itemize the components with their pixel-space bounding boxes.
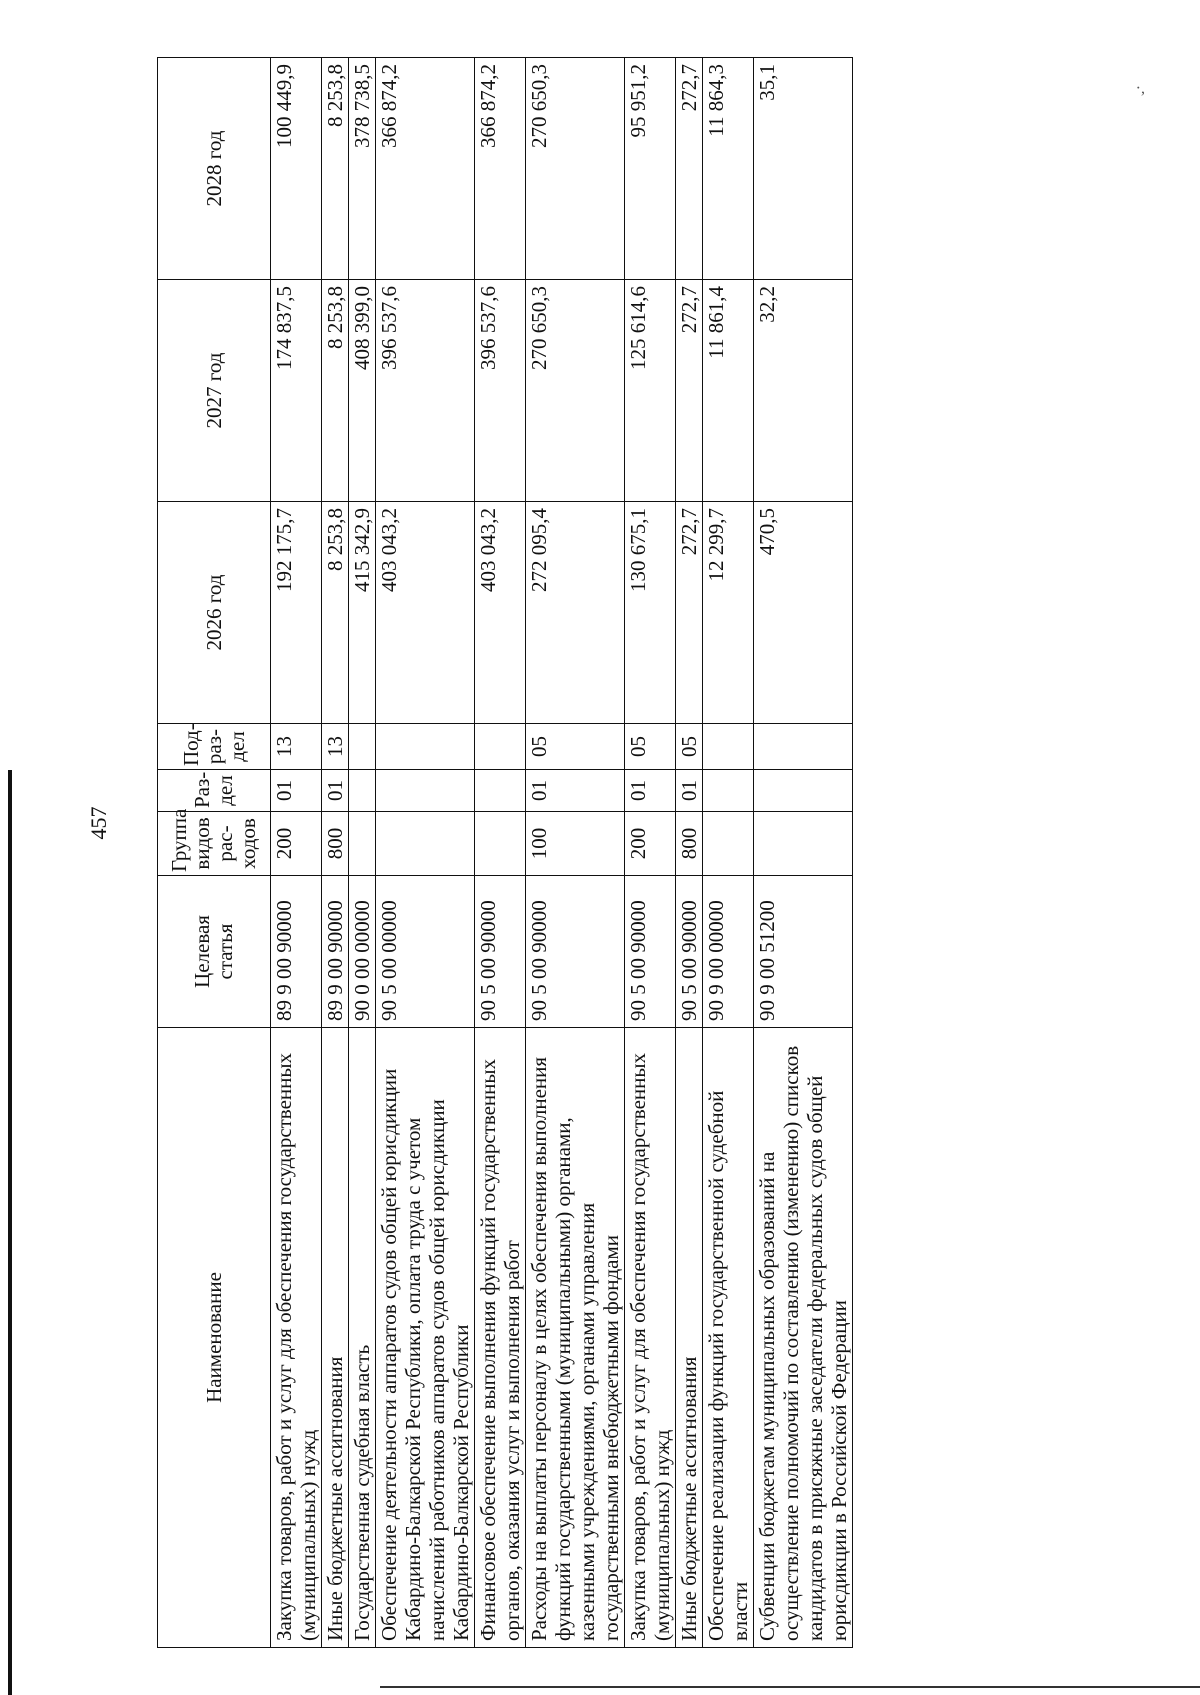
cell-group: 200 bbox=[271, 812, 322, 876]
cell-name: Иные бюджетные ассигнования bbox=[676, 1028, 703, 1648]
cell-code: 90 9 00 51200 bbox=[754, 876, 853, 1028]
cell-name: Иные бюджетные ассигнования bbox=[322, 1028, 349, 1648]
cell-group bbox=[376, 812, 475, 876]
cell-section: 01 bbox=[526, 770, 625, 812]
header-2028: 2028 год bbox=[158, 58, 271, 280]
header-target: Целевая статья bbox=[158, 876, 271, 1028]
cell-group: 800 bbox=[322, 812, 349, 876]
cell-2028: 378 738,5 bbox=[349, 58, 376, 280]
cell-2028: 270 650,3 bbox=[526, 58, 625, 280]
cell-2026: 403 043,2 bbox=[475, 502, 526, 724]
cell-code: 90 5 00 90000 bbox=[676, 876, 703, 1028]
cell-subsection bbox=[703, 724, 754, 770]
cell-section: 01 bbox=[676, 770, 703, 812]
cell-2026: 272,7 bbox=[676, 502, 703, 724]
cell-subsection: 05 bbox=[625, 724, 676, 770]
cell-section bbox=[703, 770, 754, 812]
cell-name: Финансовое обеспечение выполнения функций государственных органов, оказания услуг и выполнения работ bbox=[475, 1028, 526, 1648]
budget-table bbox=[157, 57, 853, 1648]
cell-code: 90 5 00 90000 bbox=[526, 876, 625, 1028]
cell-2028: 366 874,2 bbox=[475, 58, 526, 280]
cell-subsection: 13 bbox=[322, 724, 349, 770]
cell-2027: 8 253,8 bbox=[322, 280, 349, 502]
cell-2026: 130 675,1 bbox=[625, 502, 676, 724]
cell-group: 100 bbox=[526, 812, 625, 876]
cell-2026: 8 253,8 bbox=[322, 502, 349, 724]
cell-2026: 403 043,2 bbox=[376, 502, 475, 724]
header-subsection: Под- раз- дел bbox=[158, 724, 271, 770]
cell-code: 89 9 00 90000 bbox=[322, 876, 349, 1028]
rotated-table-container bbox=[157, 58, 853, 1648]
cell-2028: 8 253,8 bbox=[322, 58, 349, 280]
cell-group bbox=[475, 812, 526, 876]
cell-code: 89 9 00 90000 bbox=[271, 876, 322, 1028]
table-row bbox=[676, 58, 703, 1648]
cell-section bbox=[754, 770, 853, 812]
cell-code: 90 0 00 00000 bbox=[349, 876, 376, 1028]
cell-code: 90 5 00 90000 bbox=[475, 876, 526, 1028]
cell-subsection bbox=[754, 724, 853, 770]
cell-section bbox=[349, 770, 376, 812]
table-row bbox=[322, 58, 349, 1648]
cell-2027: 272,7 bbox=[676, 280, 703, 502]
table-row bbox=[703, 58, 754, 1648]
scan-bottom-line bbox=[380, 1686, 1200, 1688]
cell-subsection: 13 bbox=[271, 724, 322, 770]
cell-section bbox=[475, 770, 526, 812]
cell-2027: 11 861,4 bbox=[703, 280, 754, 502]
table-row bbox=[376, 58, 475, 1648]
cell-name: Закупка товаров, работ и услуг для обеспечения государственных (муниципальных) нужд bbox=[271, 1028, 322, 1648]
cell-name: Закупка товаров, работ и услуг для обеспечения государственных (муниципальных) нужд bbox=[625, 1028, 676, 1648]
corner-mark: ·, bbox=[1135, 80, 1145, 97]
table-row bbox=[754, 58, 853, 1648]
cell-2026: 415 342,9 bbox=[349, 502, 376, 724]
cell-group bbox=[703, 812, 754, 876]
cell-name: Государственная судебная власть bbox=[349, 1028, 376, 1648]
header-name: Наименование bbox=[158, 1028, 271, 1648]
table-row bbox=[625, 58, 676, 1648]
cell-section: 01 bbox=[271, 770, 322, 812]
cell-section: 01 bbox=[625, 770, 676, 812]
cell-2027: 396 537,6 bbox=[376, 280, 475, 502]
cell-2027: 125 614,6 bbox=[625, 280, 676, 502]
table-row bbox=[349, 58, 376, 1648]
cell-code: 90 5 00 90000 bbox=[625, 876, 676, 1028]
cell-group: 800 bbox=[676, 812, 703, 876]
cell-2027: 396 537,6 bbox=[475, 280, 526, 502]
cell-subsection: 05 bbox=[526, 724, 625, 770]
header-group: Группа видов рас- ходов bbox=[158, 812, 271, 876]
table-row bbox=[526, 58, 625, 1648]
cell-2027: 174 837,5 bbox=[271, 280, 322, 502]
cell-code: 90 9 00 00000 bbox=[703, 876, 754, 1028]
cell-section: 01 bbox=[322, 770, 349, 812]
cell-section bbox=[376, 770, 475, 812]
cell-subsection bbox=[475, 724, 526, 770]
cell-subsection bbox=[376, 724, 475, 770]
cell-code: 90 5 00 00000 bbox=[376, 876, 475, 1028]
cell-name: Расходы на выплаты персоналу в целях обеспечения выполнения функций государственными (муниципальными) органами, казенными учреждениями, органами управления государственными внебюджетными фондами bbox=[526, 1028, 625, 1648]
cell-2026: 470,5 bbox=[754, 502, 853, 724]
cell-2026: 192 175,7 bbox=[271, 502, 322, 724]
cell-subsection: 05 bbox=[676, 724, 703, 770]
cell-2027: 270 650,3 bbox=[526, 280, 625, 502]
cell-name: Обеспечение реализации функций государственной судебной власти bbox=[703, 1028, 754, 1648]
table-row bbox=[271, 58, 322, 1648]
cell-2028: 366 874,2 bbox=[376, 58, 475, 280]
cell-2028: 272,7 bbox=[676, 58, 703, 280]
cell-group bbox=[754, 812, 853, 876]
cell-name: Обеспечение деятельности аппаратов судов общей юрисдикции Кабардино-Балкарской Республики, оплата труда с учетом начислений работников аппаратов судов общей юрисдикции Кабардино-Балкарской Республики bbox=[376, 1028, 475, 1648]
page-number: 457 bbox=[86, 806, 111, 840]
table-header-row bbox=[158, 58, 271, 1648]
cell-2026: 12 299,7 bbox=[703, 502, 754, 724]
cell-2028: 95 951,2 bbox=[625, 58, 676, 280]
table-row bbox=[475, 58, 526, 1648]
cell-group: 200 bbox=[625, 812, 676, 876]
cell-2028: 11 864,3 bbox=[703, 58, 754, 280]
scan-left-edge bbox=[8, 770, 12, 1695]
cell-2028: 35,1 bbox=[754, 58, 853, 280]
cell-2027: 408 399,0 bbox=[349, 280, 376, 502]
cell-2027: 32,2 bbox=[754, 280, 853, 502]
cell-group bbox=[349, 812, 376, 876]
header-2027: 2027 год bbox=[158, 280, 271, 502]
cell-2028: 100 449,9 bbox=[271, 58, 322, 280]
header-section: Раз- дел bbox=[158, 770, 271, 812]
cell-name: Субвенции бюджетам муниципальных образований на осуществление полномочий по составлению (изменению) списков кандидатов в присяжные заседатели федеральных судов общей юрисдикции в Российской Федерации bbox=[754, 1028, 853, 1648]
header-2026: 2026 год bbox=[158, 502, 271, 724]
cell-subsection bbox=[349, 724, 376, 770]
cell-2026: 272 095,4 bbox=[526, 502, 625, 724]
